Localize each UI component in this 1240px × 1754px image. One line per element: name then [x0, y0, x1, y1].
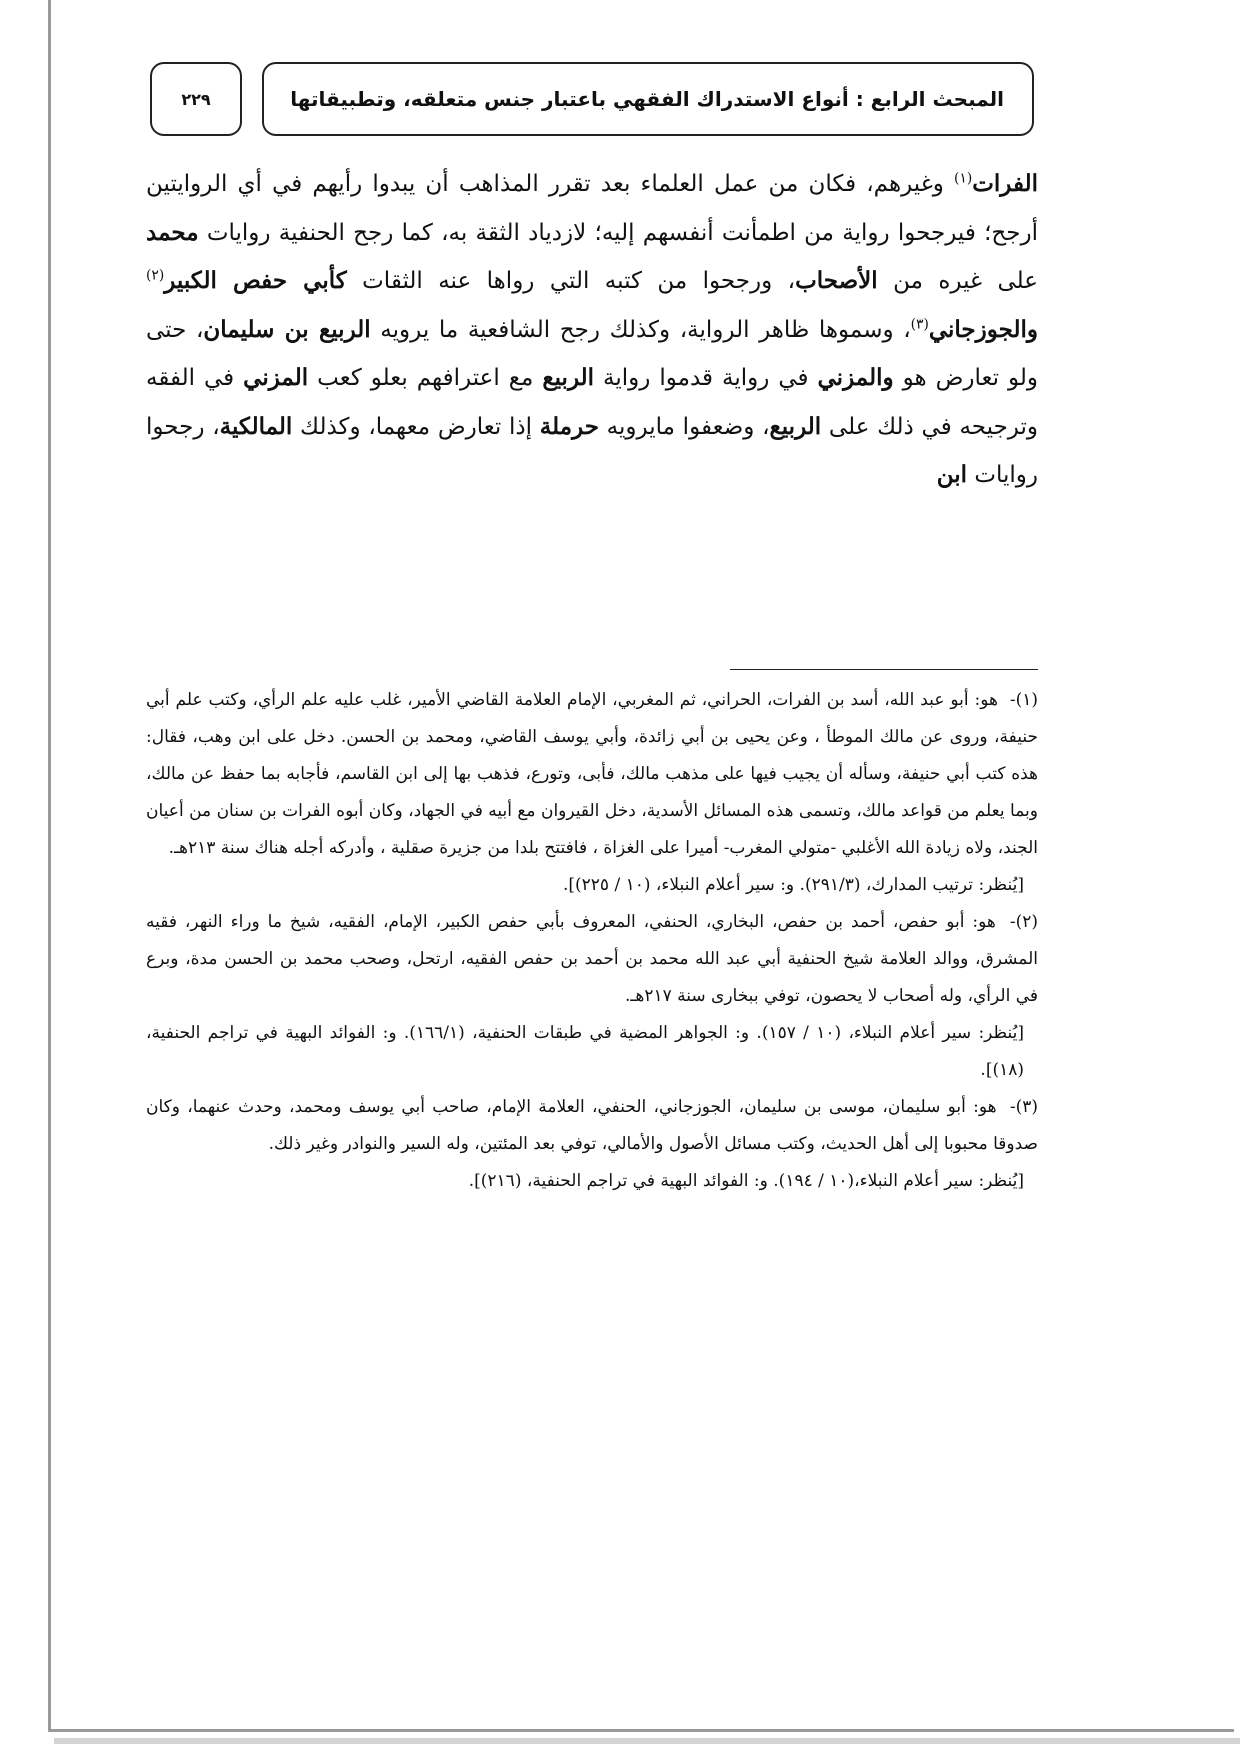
footnote-marker-3[interactable]: (٣) [910, 315, 929, 332]
bold-term: ابن [936, 461, 968, 488]
text-run: ، رجحوا روايات [146, 413, 1038, 488]
footnote-reference: [يُنظر: سير أعلام النبلاء،(١٠ / ١٩٤). و: الفوائد البهية في تراجم الحنفية، (٢١٦)]. [468, 1171, 1024, 1191]
footnote-marker-2[interactable]: (٢) [146, 267, 165, 284]
bold-term: والمزني [817, 364, 894, 391]
footnote-2 [146, 904, 1038, 1089]
header-title-text: المبحث الرابع : أنواع الاستدراك الفقهي باعتبار جنس متعلقه، وتطبيقاتها [290, 87, 1004, 111]
footnote-number: (١)- [1009, 690, 1038, 710]
text-run: في رواية قدموا رواية [594, 365, 818, 391]
footnote-1 [146, 682, 1038, 904]
bold-term: كأبي حفص الكبير [164, 267, 347, 294]
text-run: ، ورجحوا من كتبه التي رواها عنه الثقات [346, 268, 796, 294]
footnote-3 [146, 1089, 1038, 1200]
footnote-reference: [يُنظر: سير أعلام النبلاء، (١٠ / ١٥٧). و: الجواهر المضية في طبقات الحنفية، (١٦٦/١). و: الفوائد البهية في تراجم الحنفية، (١٨)]. [146, 1023, 1024, 1080]
text-run: ، وسموها ظاهر الرواية، وكذلك رجح الشافعية ما يرويه [370, 316, 911, 343]
bold-term: والجوزجاني [928, 315, 1038, 343]
bold-term: محمد [146, 218, 199, 246]
footnotes-section [146, 682, 1038, 1200]
bold-term: المزني [243, 364, 309, 391]
main-paragraph [146, 160, 1038, 500]
text-run: في الفقه وترجيحه في ذلك على [146, 365, 1038, 440]
text-run: ، حتى ولو تعارض هو [146, 316, 1039, 391]
page-number: ٢٢٩ [181, 89, 211, 109]
bold-term: المالكية [219, 412, 293, 440]
footnote-text: هو: أبو عبد الله، أسد بن الفرات، الحراني، ثم المغربي، الإمام العلامة القاضي الأمير، غلب عليه علم الرأي، وكتب علم أبي حنيفة، وروى عن مالك الموطأ ، وعن يحيى بن أبي زائدة، وأبي يوسف القاضي، ومحمد بن الحسن. دخل على ابن وهب، فقال: هذه كتب أبي حنيفة، وسأله أن يجيب فيها على مذهب مالك، فأبى، وتورع، فذهب بها إلى ابن القاسم، فأجابه بما حفظ عن مالك، وبما يعلم من قواعد مالك، وتسمى هذه المسائل الأسدية، دخل القيروان مع أبيه في الجهاد، وكان أبوه الفرات بن سنان من أعيان الجند، ولاه زيادة الله الأغلبي -متولي المغرب- أميرا على الغزاة ، فافتتح بلدا من جزيرة صقلية ، وأدركه أجله هناك سنة ٢١٣هـ. [146, 690, 1038, 858]
page-shadow [54, 1738, 1240, 1744]
bold-term: الربيع [542, 364, 595, 391]
page-number-box [150, 62, 242, 136]
footnote-number: (٢)- [1009, 912, 1039, 932]
footnote-reference: [يُنظر: ترتيب المدارك، (٢٩١/٣). و: سير أعلام النبلاء، (١٠ / ٢٢٥)]. [562, 875, 1024, 895]
footnote-text: هو: أبو حفص، أحمد بن حفص، البخاري، الحنفي، المعروف بأبي حفص الكبير، الإمام، الفقيه، شيخ ما وراء النهر، فقيه المشرق، ووالد العلامة شيخ الحنفية أبي عبد الله محمد بن أحمد بن حفص الفقيه، ارتحل، وصحب محمد بن الحسن مدة، وبرع في الرأي، وله أصحاب لا يحصون، توفي ببخارى سنة ٢١٧هـ. [146, 912, 1038, 1006]
text-run: على غيره من [877, 268, 1038, 294]
text-run: مع اعترافهم بعلو كعب [308, 365, 543, 391]
text-run: ، وضعفوا مايرويه [598, 413, 770, 440]
bold-term: الأصحاب [795, 267, 878, 294]
running-header-title [262, 62, 1034, 136]
footnote-separator [730, 669, 1038, 670]
footnote-marker-1[interactable]: (١) [954, 170, 973, 187]
bold-term: الربيع [769, 412, 822, 440]
footnote-number: (٣)- [1009, 1097, 1038, 1117]
text-run: إذا تعارض معهما، وكذلك [292, 413, 540, 440]
bold-term: حرملة [539, 412, 599, 440]
footnote-text: هو: أبو سليمان، موسى بن سليمان، الجوزجاني، الحنفي، العلامة الإمام، صاحب أبي يوسف ومحمد، وحدث عنهما، وكان صدوقا محبوبا إلى أهل الحديث، وكتب مسائل الأصول والأمالي، توفي بعد المئتين، وله السير والنوادر وغير ذلك. [146, 1097, 1038, 1154]
text-run: وغيرهم، فكان من عمل العلماء بعد تقرر المذاهب أن يبدوا رأيهم في أي الروايتين أرجح؛ فيرجحوا رواية من اطمأنت أنفسهم إليه؛ لازدياد الثقة به، كما رجح الحنفية روايات [146, 171, 1038, 246]
bold-term: الفرات [972, 170, 1038, 197]
bold-term: الربيع بن سليمان [203, 315, 371, 343]
